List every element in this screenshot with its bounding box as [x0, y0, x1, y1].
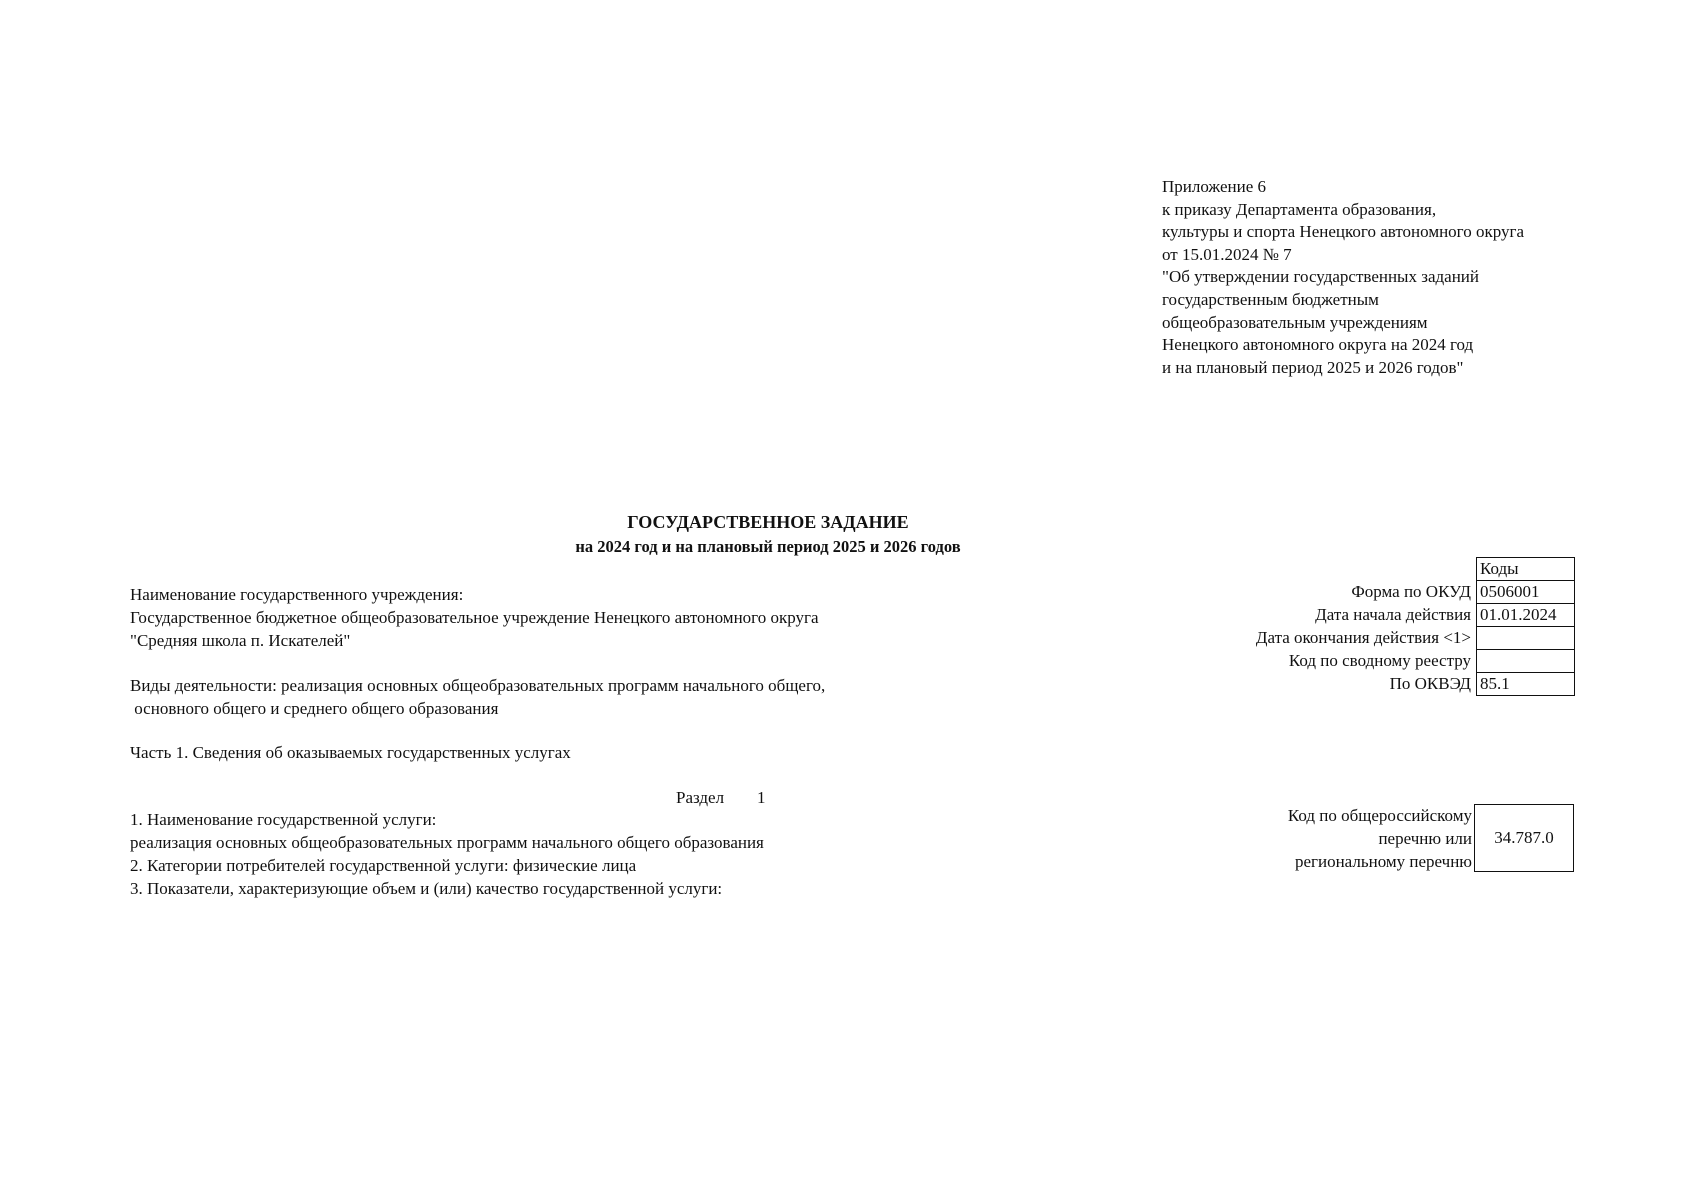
code-label-end-date: Дата окончания действия <1> — [1255, 628, 1471, 647]
code-value-okved: 85.1 — [1477, 673, 1574, 696]
code-value-registry — [1477, 650, 1574, 673]
codes-header: Коды — [1477, 558, 1574, 581]
service-indicators: 3. Показатели, характеризующие объем и (или) качество государственной услуги: — [130, 879, 723, 898]
code-label-okved: По ОКВЭД — [1389, 674, 1471, 693]
appendix-line: государственным бюджетным — [1162, 289, 1379, 309]
section-label: Раздел — [676, 788, 725, 807]
appendix-line: культуры и спорта Ненецкого автономного округа — [1162, 222, 1525, 242]
code-label-registry: Код по сводному реестру — [1288, 651, 1471, 670]
appendix-line: от 15.01.2024 № 7 — [1162, 244, 1292, 264]
service-name: реализация основных общеобразовательных программ начального общего образования — [130, 833, 764, 852]
service-code-labels — [1288, 804, 1472, 873]
service-code-label: Код по общероссийскому — [1287, 806, 1472, 825]
codes-labels — [1256, 580, 1471, 695]
institution-label: Наименование государственного учреждения: — [130, 585, 464, 604]
appendix-line: "Об утверждении государственных заданий — [1162, 267, 1479, 287]
appendix-line: общеобразовательным учреждениям — [1162, 312, 1428, 332]
code-label-okud: Форма по ОКУД — [1351, 582, 1471, 601]
institution-name: Государственное бюджетное общеобразовательное учреждение Ненецкого автономного округа — [130, 608, 819, 627]
service-code-box — [1474, 804, 1574, 872]
code-value-okud: 0506001 — [1477, 581, 1574, 604]
service-code-label: перечню или — [1378, 829, 1472, 848]
codes-table — [1476, 557, 1575, 696]
institution-name-short: "Средняя школа п. Искателей" — [130, 631, 351, 650]
code-value-end-date — [1477, 627, 1574, 650]
appendix-line: к приказу Департамента образования, — [1162, 199, 1437, 219]
service-code-value: 34.787.0 — [1494, 828, 1554, 847]
service-name-label: 1. Наименование государственной услуги: — [130, 810, 437, 829]
service-consumers: 2. Категории потребителей государственной услуги: физические лица — [130, 856, 637, 875]
document-title: ГОСУДАРСТВЕННОЕ ЗАДАНИЕ — [627, 512, 909, 532]
code-label-start-date: Дата начала действия — [1315, 605, 1471, 624]
service-code-label: региональному перечню — [1294, 852, 1472, 871]
appendix-line: и на плановый период 2025 и 2026 годов" — [1162, 357, 1464, 377]
document-subtitle: на 2024 год и на плановый период 2025 и 2026 годов — [575, 537, 961, 556]
appendix-block — [1162, 176, 1524, 379]
part-heading: Часть 1. Сведения об оказываемых государственных услугах — [130, 743, 571, 762]
activities-line: Виды деятельности: реализация основных общеобразовательных программ начального общего, — [130, 676, 826, 695]
code-value-start-date: 01.01.2024 — [1477, 604, 1574, 627]
section-number: 1 — [757, 788, 766, 807]
appendix-line: Приложение 6 — [1162, 177, 1266, 196]
activities-line: основного общего и среднего общего образования — [130, 699, 499, 718]
appendix-line: Ненецкого автономного округа на 2024 год — [1162, 335, 1474, 355]
